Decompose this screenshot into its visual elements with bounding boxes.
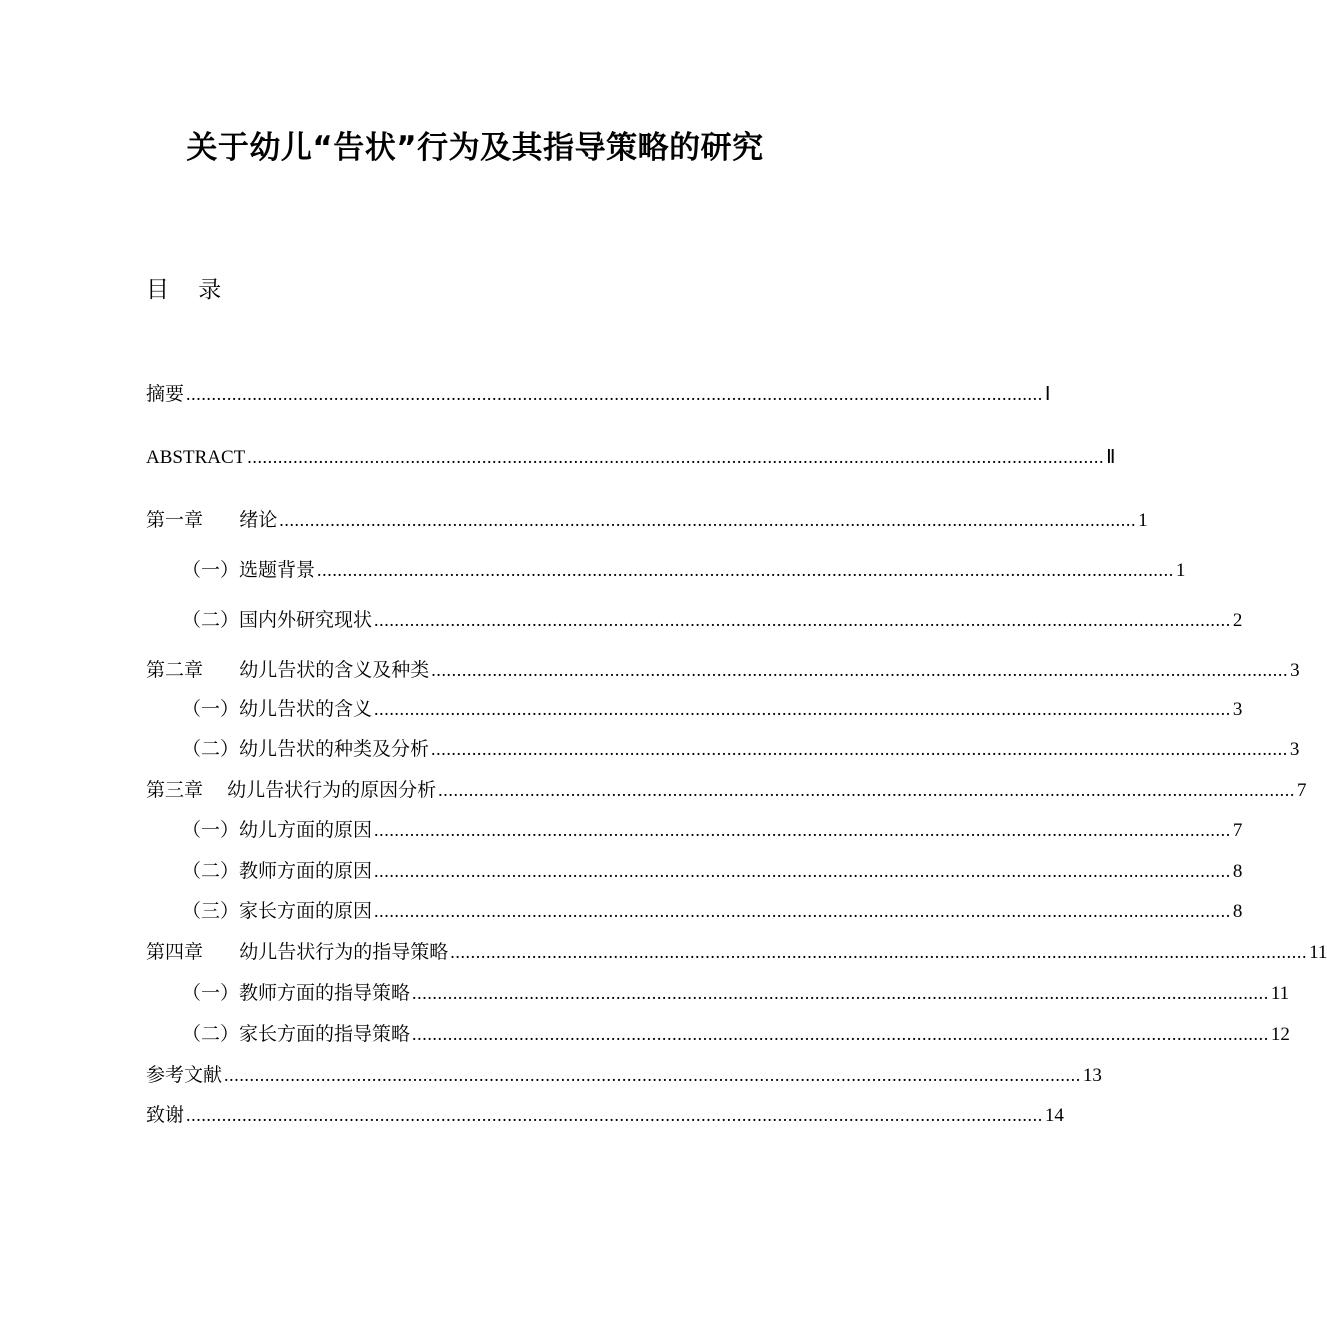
dot-leader: ........................................................................................................................................................................	[374, 901, 1231, 921]
toc-entry-page: 2	[1232, 610, 1243, 631]
toc-entry-label: （三）家长方面的原因	[182, 900, 373, 922]
toc-entry-section-3-1[interactable]	[182, 816, 1243, 845]
dot-leader: ........................................................................................................................................................................	[412, 1024, 1269, 1044]
toc-entry-section-3-3[interactable]	[182, 897, 1243, 926]
toc-entry-page: 3	[1290, 660, 1300, 681]
toc-entry-page: 11	[1309, 942, 1327, 963]
toc-entry-label: ABSTRACT	[146, 447, 246, 468]
toc-entry-acknowledgements[interactable]	[146, 1101, 1064, 1130]
dot-leader: ........................................................................................................................................................................	[186, 1105, 1043, 1125]
toc-entry-label: 参考文献	[146, 1064, 223, 1086]
dot-leader: ........................................................................................................................................................................	[247, 447, 1105, 467]
toc-entry-label: （一）教师方面的指导策略	[182, 982, 411, 1004]
toc-entry-label: 摘要	[146, 383, 185, 405]
toc-entry-label: 第三章 幼儿告状行为的原因分析	[146, 779, 437, 801]
dot-leader: ........................................................................................................................................................................	[431, 739, 1288, 759]
dot-leader: ........................................................................................................................................................................	[412, 983, 1269, 1003]
dot-leader: ........................................................................................................................................................................	[279, 510, 1137, 530]
toc-entry-section-1-1[interactable]	[182, 556, 1186, 585]
toc-entry-page: 3	[1232, 699, 1243, 720]
toc-entry-page: 12	[1270, 1024, 1290, 1045]
toc-entry-section-2-2[interactable]	[182, 735, 1300, 764]
page-title: 关于幼儿“告状”行为及其指导策略的研究	[186, 130, 764, 166]
toc-entry-label: （一）幼儿告状的含义	[182, 698, 373, 720]
toc-entry-label: （二）家长方面的指导策略	[182, 1023, 411, 1045]
toc-entry-section-3-2[interactable]	[182, 857, 1243, 886]
toc-entry-page: Ⅰ	[1044, 384, 1051, 405]
toc-entry-page: 7	[1296, 780, 1307, 801]
toc-entry-label: 第四章 幼儿告状行为的指导策略	[146, 941, 449, 963]
dot-leader: ........................................................................................................................................................................	[374, 820, 1231, 840]
toc-entry-page: 3	[1289, 739, 1300, 760]
toc-entry-page: 7	[1232, 820, 1243, 841]
toc-entry-chapter-1[interactable]	[146, 506, 1148, 535]
toc-entry-page: 13	[1082, 1065, 1102, 1086]
toc-entry-section-2-1[interactable]	[182, 695, 1243, 724]
toc-entry-abstract-cn[interactable]	[146, 380, 1051, 409]
toc-entry-label: 第一章 绪论	[146, 509, 278, 531]
toc-entry-page: 1	[1175, 560, 1186, 581]
toc-entry-label: 第二章 幼儿告状的含义及种类	[146, 659, 430, 681]
toc-entry-label: （二）幼儿告状的种类及分析	[182, 738, 430, 760]
toc-entry-page: Ⅱ	[1106, 447, 1116, 468]
toc-entry-chapter-3[interactable]	[146, 776, 1307, 805]
toc-entry-chapter-2[interactable]	[146, 656, 1300, 685]
dot-leader: ........................................................................................................................................................................	[431, 660, 1289, 680]
toc-entry-page: 1	[1138, 510, 1148, 531]
toc-entry-chapter-4[interactable]	[146, 938, 1327, 967]
toc-entry-page: 8	[1232, 901, 1243, 922]
toc-entry-label: （一）选题背景	[182, 559, 316, 581]
toc-entry-page: 14	[1044, 1105, 1064, 1126]
dot-leader: ........................................................................................................................................................................	[374, 610, 1231, 630]
dot-leader: ........................................................................................................................................................................	[450, 942, 1308, 962]
toc-entry-label: 致谢	[146, 1104, 185, 1126]
dot-leader: ........................................................................................................................................................................	[438, 780, 1295, 800]
dot-leader: ........................................................................................................................................................................	[317, 560, 1174, 580]
dot-leader: ........................................................................................................................................................................	[374, 699, 1231, 719]
toc-entry-section-4-1[interactable]	[182, 979, 1290, 1008]
toc-entry-section-4-2[interactable]	[182, 1020, 1290, 1049]
toc-entry-page: 8	[1232, 861, 1243, 882]
toc-entry-label: （一）幼儿方面的原因	[182, 819, 373, 841]
toc-entry-references[interactable]	[146, 1061, 1102, 1090]
toc-entry-label: （二）教师方面的原因	[182, 860, 373, 882]
dot-leader: ........................................................................................................................................................................	[224, 1065, 1081, 1085]
toc-entry-label: （二）国内外研究现状	[182, 609, 373, 631]
toc-heading: 目 录	[146, 277, 222, 303]
dot-leader: ........................................................................................................................................................................	[186, 384, 1043, 404]
toc-entry-page: 11	[1270, 983, 1290, 1004]
toc-entry-abstract-en[interactable]	[146, 443, 1116, 472]
dot-leader: ........................................................................................................................................................................	[374, 861, 1231, 881]
toc-entry-section-1-2[interactable]	[182, 606, 1243, 635]
